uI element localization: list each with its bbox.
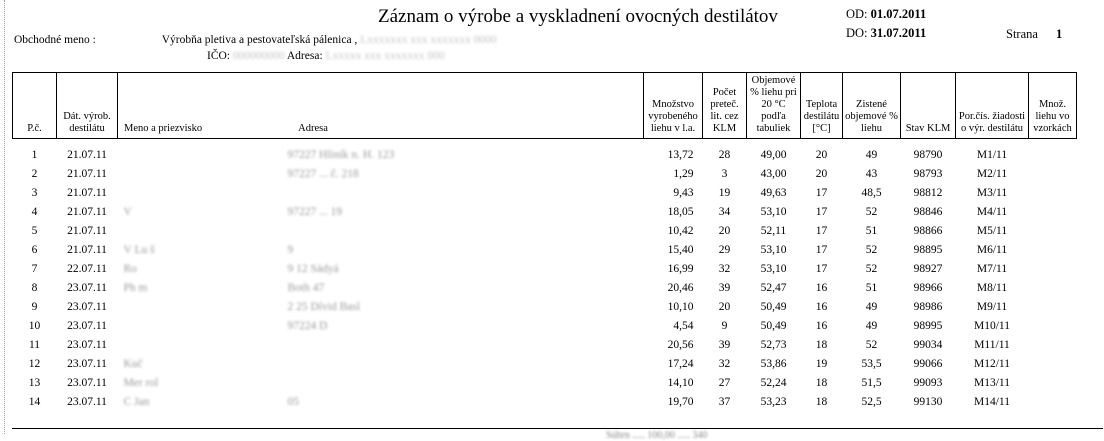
cell-stav: 99034 bbox=[913, 338, 943, 351]
cell-zistene: 52 bbox=[865, 338, 878, 351]
cell-name: Kuč bbox=[123, 357, 143, 370]
cell-pc: 11 bbox=[28, 338, 41, 351]
cell-zistene: 51,5 bbox=[861, 376, 882, 389]
cell-mnozstvo: 4,54 bbox=[673, 319, 694, 332]
cell-name-address bbox=[118, 240, 644, 259]
cell-mnozstvo: 1,29 bbox=[673, 167, 694, 180]
cell-name: C Jan bbox=[123, 395, 150, 408]
cell-porcis: M13/11 bbox=[974, 376, 1010, 389]
cell-name-address bbox=[118, 373, 644, 392]
cell-name: Ph m bbox=[123, 281, 148, 294]
cell-zistene: 48,5 bbox=[861, 186, 882, 199]
cell-spacer bbox=[1077, 183, 1104, 202]
period-to-label: DO: bbox=[846, 26, 868, 40]
cell-pocet: 34 bbox=[718, 205, 731, 218]
cell-name-address bbox=[118, 259, 644, 278]
cell-porcis: M11/11 bbox=[974, 338, 1010, 351]
cell-name-address bbox=[118, 183, 644, 202]
col-header-name-address bbox=[118, 73, 644, 139]
cell-date: 23.07.11 bbox=[67, 300, 107, 313]
cell-mnozstvo: 18,05 bbox=[667, 205, 694, 218]
cell-mnoz-vzorky bbox=[1029, 316, 1077, 335]
cell-stav: 98966 bbox=[913, 281, 943, 294]
cell-date: 23.07.11 bbox=[67, 319, 107, 332]
period-from-label: OD: bbox=[846, 7, 868, 21]
cell-zistene: 52 bbox=[865, 262, 878, 275]
cell-stav: 98793 bbox=[913, 167, 943, 180]
cell-pocet: 28 bbox=[718, 148, 731, 161]
cell-pc: 10 bbox=[28, 319, 41, 332]
redacted-company-location: Lxxxxxxx xxx xxxxxxx 0000 bbox=[360, 34, 497, 46]
cell-stav: 98986 bbox=[913, 300, 943, 313]
table-row bbox=[13, 164, 1104, 183]
col-header-teplota: Teplota destilátu [°C] bbox=[801, 73, 843, 139]
company-name: Výrobňa pletiva a pestovateľská pálenica , bbox=[161, 34, 358, 46]
cell-name-address bbox=[118, 278, 644, 297]
table-row bbox=[13, 373, 1104, 392]
cell-pc: 1 bbox=[31, 148, 38, 161]
col-header-mnozstvo: Množstvo vyrobeného liehu v l.a. bbox=[644, 73, 703, 139]
cell-teplota: 17 bbox=[815, 205, 828, 218]
cell-objem: 52,11 bbox=[760, 224, 787, 237]
cell-pc: 4 bbox=[31, 205, 38, 218]
col-header-stav: Stav KLM bbox=[901, 73, 956, 139]
redacted-address: Lxxxxx xxx xxxxxxx 000 bbox=[325, 50, 445, 62]
cell-pc: 9 bbox=[31, 300, 38, 313]
cell-stav: 98790 bbox=[913, 148, 943, 161]
cell-spacer bbox=[1077, 335, 1104, 354]
cell-spacer bbox=[1077, 164, 1104, 183]
cell-mnozstvo: 19,70 bbox=[667, 395, 694, 408]
cell-porcis: M1/11 bbox=[976, 148, 1008, 161]
table-row bbox=[13, 316, 1104, 335]
cell-address: Both 47 bbox=[287, 281, 325, 294]
cell-pc: 5 bbox=[31, 224, 38, 237]
production-table bbox=[12, 72, 1104, 411]
cell-spacer bbox=[1077, 259, 1104, 278]
cell-spacer bbox=[1077, 202, 1104, 221]
redacted-company-owner bbox=[99, 34, 159, 46]
cell-objem: 53,86 bbox=[760, 357, 787, 370]
cell-objem: 49,63 bbox=[760, 186, 787, 199]
cell-objem: 53,10 bbox=[760, 262, 787, 275]
cell-address: 2 25 Dívid Basl bbox=[287, 300, 361, 313]
cell-porcis: M9/11 bbox=[976, 300, 1008, 313]
cell-spacer bbox=[1077, 297, 1104, 316]
cell-spacer bbox=[1077, 221, 1104, 240]
cell-spacer bbox=[1077, 354, 1104, 373]
cell-pocet: 29 bbox=[718, 243, 731, 256]
cell-zistene: 51 bbox=[865, 224, 878, 237]
cell-name: V bbox=[123, 205, 132, 218]
company-info bbox=[14, 34, 497, 46]
cell-teplota: 20 bbox=[815, 148, 828, 161]
cell-mnozstvo: 14,10 bbox=[667, 376, 694, 389]
cell-mnozstvo: 20,56 bbox=[667, 338, 694, 351]
cell-name: Ro bbox=[123, 262, 137, 275]
cell-name-address bbox=[118, 335, 644, 354]
cell-name: V Lu š bbox=[123, 243, 155, 256]
cell-pocet: 37 bbox=[718, 395, 731, 408]
cell-pc: 3 bbox=[31, 186, 38, 199]
col-header-address: Adresa bbox=[298, 123, 328, 134]
cell-objem: 52,24 bbox=[760, 376, 787, 389]
cell-mnozstvo: 17,24 bbox=[667, 357, 694, 370]
cell-pocet: 20 bbox=[718, 300, 731, 313]
cell-pocet: 9 bbox=[721, 319, 728, 332]
cell-stav: 98866 bbox=[913, 224, 943, 237]
cell-pc: 6 bbox=[31, 243, 38, 256]
cell-zistene: 43 bbox=[865, 167, 878, 180]
cell-objem: 43,00 bbox=[760, 167, 787, 180]
cell-mnozstvo: 9,43 bbox=[673, 186, 694, 199]
cell-date: 21.07.11 bbox=[67, 243, 107, 256]
cell-pc: 8 bbox=[31, 281, 38, 294]
cell-date: 21.07.11 bbox=[67, 205, 107, 218]
table-row bbox=[13, 240, 1104, 259]
cell-objem: 52,47 bbox=[760, 281, 787, 294]
cell-objem: 50,49 bbox=[760, 300, 787, 313]
cell-mnoz-vzorky bbox=[1029, 259, 1077, 278]
cell-zistene: 51 bbox=[865, 281, 878, 294]
cell-pc: 12 bbox=[28, 357, 41, 370]
redacted-summary-line: Súhrn ..... 100,00 ..... 340 bbox=[606, 430, 708, 441]
table-row bbox=[13, 278, 1104, 297]
cell-mnozstvo: 20,46 bbox=[667, 281, 694, 294]
cell-name-address bbox=[118, 202, 644, 221]
cell-porcis: M2/11 bbox=[976, 167, 1008, 180]
cell-date: 22.07.11 bbox=[67, 262, 107, 275]
cell-teplota: 18 bbox=[815, 376, 828, 389]
cell-stav: 99130 bbox=[913, 395, 943, 408]
col-header-mnoz-vzorky: Množ. liehu vo vzorkách bbox=[1029, 73, 1077, 139]
page-number-label: Strana bbox=[1006, 27, 1038, 41]
cell-objem: 50,49 bbox=[760, 319, 787, 332]
cell-pocet: 32 bbox=[718, 357, 731, 370]
cell-zistene: 52 bbox=[865, 205, 878, 218]
cell-porcis: M12/11 bbox=[974, 357, 1010, 370]
cell-pocet: 27 bbox=[718, 376, 731, 389]
table-body bbox=[13, 139, 1104, 412]
cell-mnoz-vzorky bbox=[1029, 221, 1077, 240]
cell-date: 23.07.11 bbox=[67, 338, 107, 351]
cell-mnoz-vzorky bbox=[1029, 202, 1077, 221]
cell-objem: 52,73 bbox=[760, 338, 787, 351]
cell-spacer bbox=[1077, 278, 1104, 297]
cell-date: 21.07.11 bbox=[67, 167, 107, 180]
cell-pocet: 3 bbox=[721, 167, 728, 180]
cell-zistene: 49 bbox=[865, 300, 878, 313]
cell-name-address bbox=[118, 164, 644, 183]
cell-spacer bbox=[1077, 392, 1104, 411]
cell-mnozstvo: 10,10 bbox=[667, 300, 694, 313]
cell-date: 21.07.11 bbox=[67, 148, 107, 161]
cell-zistene: 53,5 bbox=[861, 357, 882, 370]
cell-mnoz-vzorky bbox=[1029, 145, 1077, 164]
cell-pc: 14 bbox=[28, 395, 41, 408]
cell-name-address bbox=[118, 316, 644, 335]
cell-objem: 53,10 bbox=[760, 205, 787, 218]
cell-stav: 98895 bbox=[913, 243, 943, 256]
cell-pocet: 20 bbox=[718, 224, 731, 237]
cell-pocet: 39 bbox=[718, 281, 731, 294]
cell-mnoz-vzorky bbox=[1029, 278, 1077, 297]
cell-address: 97227 Hliník n. H. 123 bbox=[287, 148, 395, 161]
col-header-date: Dát. výrob. destilátu bbox=[57, 73, 118, 139]
cell-mnozstvo: 16,99 bbox=[667, 262, 694, 275]
cell-teplota: 20 bbox=[815, 167, 828, 180]
table-row bbox=[13, 145, 1104, 164]
cell-stav: 99093 bbox=[913, 376, 943, 389]
cell-porcis: M6/11 bbox=[976, 243, 1008, 256]
page-number bbox=[1006, 27, 1062, 42]
cell-porcis: M7/11 bbox=[976, 262, 1008, 275]
cell-mnozstvo: 15,40 bbox=[667, 243, 694, 256]
cell-mnoz-vzorky bbox=[1029, 297, 1077, 316]
cell-mnoz-vzorky bbox=[1029, 335, 1077, 354]
cell-stav: 98812 bbox=[913, 186, 943, 199]
cell-teplota: 16 bbox=[815, 319, 828, 332]
cell-pc: 7 bbox=[31, 262, 38, 275]
cell-objem: 53,23 bbox=[760, 395, 787, 408]
cell-name-address bbox=[118, 354, 644, 373]
cell-porcis: M8/11 bbox=[976, 281, 1008, 294]
table-header-row bbox=[13, 73, 1104, 139]
cell-porcis: M14/11 bbox=[974, 395, 1010, 408]
cell-name-address bbox=[118, 392, 644, 411]
cell-date: 23.07.11 bbox=[67, 395, 107, 408]
cell-date: 23.07.11 bbox=[67, 376, 107, 389]
cell-spacer bbox=[1077, 145, 1104, 164]
page-number-value: 1 bbox=[1055, 27, 1063, 41]
cell-zistene: 49 bbox=[865, 148, 878, 161]
report-title: Záznam o výrobe a vyskladnení ovocných destilátov bbox=[378, 6, 778, 27]
cell-date: 23.07.11 bbox=[67, 281, 107, 294]
table-row bbox=[13, 221, 1104, 240]
cell-mnoz-vzorky bbox=[1029, 164, 1077, 183]
cell-stav: 98846 bbox=[913, 205, 943, 218]
cell-stav: 99066 bbox=[913, 357, 943, 370]
col-header-porcis: Por.čís. žiadosti o výr. destilátu bbox=[956, 73, 1029, 139]
cell-pc: 2 bbox=[31, 167, 38, 180]
cell-date: 21.07.11 bbox=[67, 224, 107, 237]
col-header-spacer bbox=[1077, 73, 1104, 139]
cell-objem: 49,00 bbox=[760, 148, 787, 161]
cell-teplota: 17 bbox=[815, 262, 828, 275]
table-row bbox=[13, 392, 1104, 411]
period-from bbox=[846, 7, 926, 22]
cell-pc: 13 bbox=[28, 376, 41, 389]
ico-label: IČO: bbox=[207, 50, 230, 62]
redacted-ico: 000000000 bbox=[232, 50, 285, 62]
cell-mnoz-vzorky bbox=[1029, 373, 1077, 392]
cell-address: 97227 ... 19 bbox=[287, 205, 343, 218]
cell-mnozstvo: 13,72 bbox=[667, 148, 694, 161]
page-margin-line bbox=[4, 0, 5, 434]
cell-teplota: 16 bbox=[815, 300, 828, 313]
cell-address: 97224 D bbox=[287, 319, 328, 332]
period-to-value: 31.07.2011 bbox=[870, 26, 927, 40]
address-label: Adresa: bbox=[286, 50, 323, 62]
col-header-pc: P.č. bbox=[13, 73, 57, 139]
cell-mnoz-vzorky bbox=[1029, 240, 1077, 259]
cell-spacer bbox=[1077, 240, 1104, 259]
cell-mnoz-vzorky bbox=[1029, 354, 1077, 373]
table-row bbox=[13, 335, 1104, 354]
cell-spacer bbox=[1077, 316, 1104, 335]
col-header-objem: Objemové % liehu pri 20 °C podľa tabuliek bbox=[747, 73, 801, 139]
cell-objem: 53,10 bbox=[760, 243, 787, 256]
cell-address: 9 bbox=[287, 243, 294, 256]
cell-stav: 98995 bbox=[913, 319, 943, 332]
company-label: Obchodné meno : bbox=[14, 34, 96, 46]
cell-date: 23.07.11 bbox=[67, 357, 107, 370]
table-row bbox=[13, 297, 1104, 316]
cell-mnoz-vzorky bbox=[1029, 183, 1077, 202]
cell-address: 05 bbox=[287, 395, 299, 408]
cell-date: 21.07.11 bbox=[67, 186, 107, 199]
cell-porcis: M3/11 bbox=[976, 186, 1008, 199]
cell-teplota: 17 bbox=[815, 224, 828, 237]
cell-teplota: 18 bbox=[815, 395, 828, 408]
cell-porcis: M10/11 bbox=[974, 319, 1010, 332]
period-to bbox=[846, 26, 926, 41]
cell-teplota: 18 bbox=[815, 338, 828, 351]
table-row bbox=[13, 183, 1104, 202]
table-row bbox=[13, 259, 1104, 278]
cell-pocet: 39 bbox=[718, 338, 731, 351]
table-bottom-rule bbox=[12, 428, 1103, 429]
col-header-zistene: Zistené objemové % liehu bbox=[843, 73, 901, 139]
cell-name-address bbox=[118, 297, 644, 316]
col-header-pocet: Počet preteč. lit. cez KLM bbox=[703, 73, 747, 139]
cell-name-address bbox=[118, 221, 644, 240]
cell-teplota: 19 bbox=[815, 357, 828, 370]
cell-zistene: 52,5 bbox=[861, 395, 882, 408]
cell-address: 97227 ... č. 218 bbox=[287, 167, 359, 180]
cell-pocet: 32 bbox=[718, 262, 731, 275]
cell-stav: 98927 bbox=[913, 262, 943, 275]
cell-mnozstvo: 10,42 bbox=[667, 224, 694, 237]
table-row bbox=[13, 354, 1104, 373]
cell-teplota: 16 bbox=[815, 281, 828, 294]
table-row bbox=[13, 202, 1104, 221]
cell-teplota: 17 bbox=[815, 243, 828, 256]
col-header-name: Meno a priezvisko bbox=[124, 123, 203, 134]
cell-teplota: 17 bbox=[815, 186, 828, 199]
cell-name-address bbox=[118, 145, 644, 164]
cell-zistene: 49 bbox=[865, 319, 878, 332]
cell-mnoz-vzorky bbox=[1029, 392, 1077, 411]
cell-porcis: M4/11 bbox=[976, 205, 1008, 218]
cell-pocet: 19 bbox=[718, 186, 731, 199]
cell-name: Mer rol bbox=[123, 376, 159, 389]
period-from-value: 01.07.2011 bbox=[870, 7, 927, 21]
company-ids bbox=[207, 50, 445, 62]
cell-address: 9 12 Sádyá bbox=[287, 262, 339, 275]
cell-spacer bbox=[1077, 373, 1104, 392]
cell-porcis: M5/11 bbox=[976, 224, 1008, 237]
cell-zistene: 52 bbox=[865, 243, 878, 256]
